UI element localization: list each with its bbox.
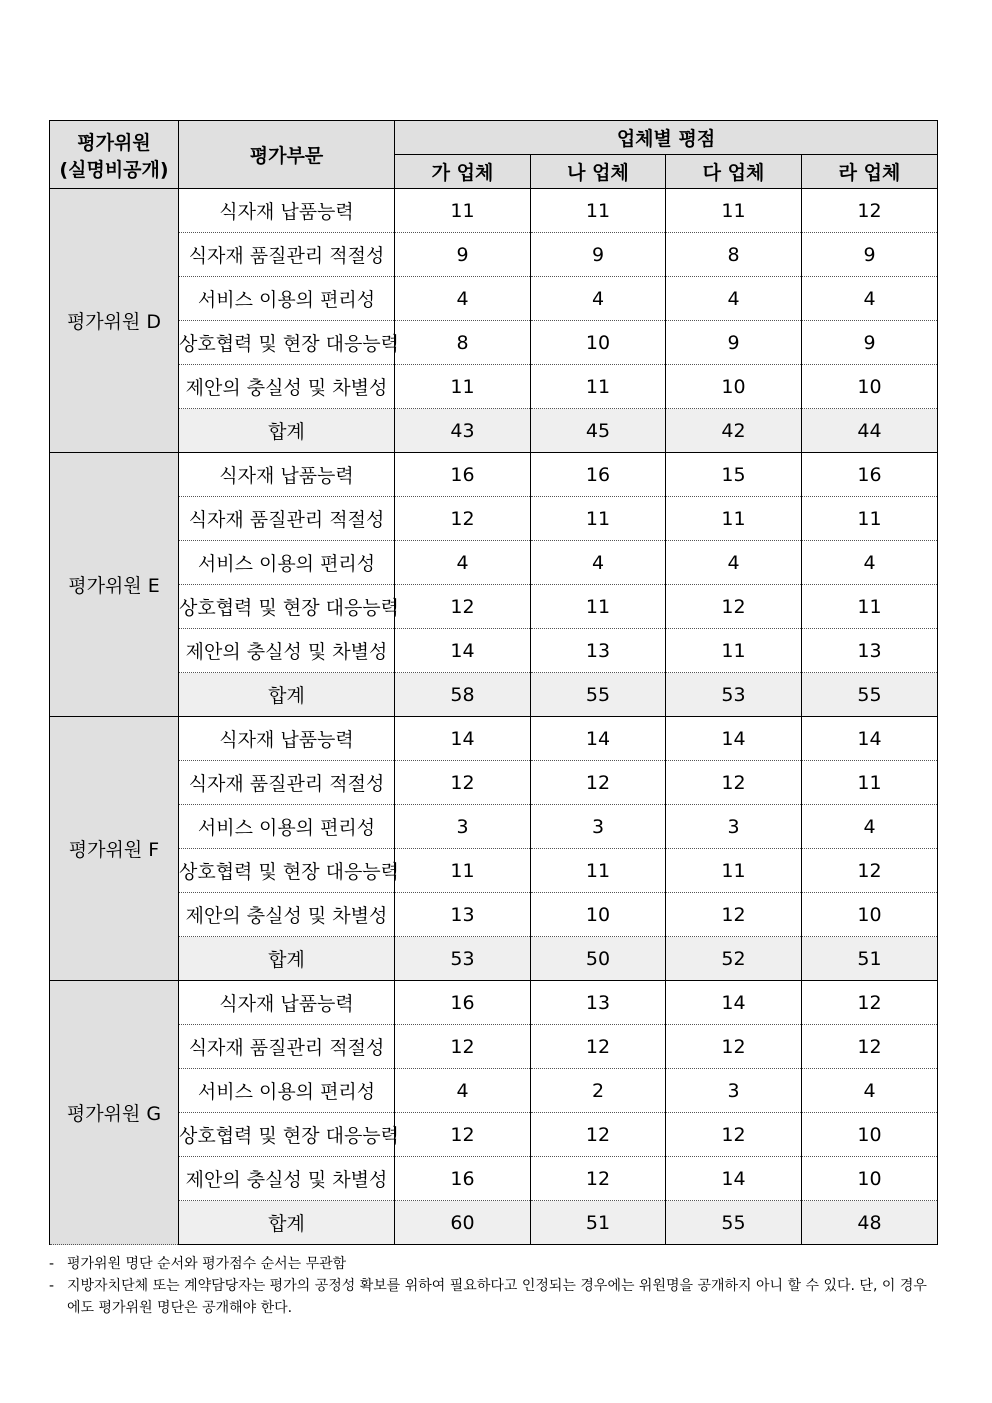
score-cell: 12 (802, 1025, 938, 1069)
table-row (50, 629, 938, 673)
evaluator-name: 평가위원 E (50, 453, 179, 717)
table-row (50, 585, 938, 629)
evaluator-column-header (50, 121, 179, 189)
table-row (50, 233, 938, 277)
score-cell: 16 (395, 981, 531, 1025)
score-cell: 11 (802, 497, 938, 541)
table-row (50, 277, 938, 321)
footnote-bullet: - (49, 1278, 55, 1294)
score-cell: 4 (802, 1069, 938, 1113)
score-cell: 16 (531, 453, 666, 497)
score-cell: 4 (395, 1069, 531, 1113)
total-cell: 52 (666, 937, 802, 981)
category-cell: 서비스 이용의 편리성 (179, 541, 395, 585)
category-cell: 제안의 충실성 및 차별성 (179, 893, 395, 937)
total-cell: 42 (666, 409, 802, 453)
total-cell: 58 (395, 673, 531, 717)
score-cell: 12 (395, 761, 531, 805)
score-cell: 12 (802, 189, 938, 233)
category-cell: 상호협력 및 현장 대응능력 (179, 321, 395, 365)
score-cell: 13 (395, 893, 531, 937)
score-cell: 4 (395, 277, 531, 321)
category-cell: 식자재 납품능력 (179, 717, 395, 761)
category-cell: 식자재 납품능력 (179, 189, 395, 233)
score-cell: 4 (802, 805, 938, 849)
score-cell: 11 (395, 849, 531, 893)
table-row (50, 321, 938, 365)
score-cell: 10 (802, 365, 938, 409)
score-cell: 12 (666, 1113, 802, 1157)
score-cell: 16 (802, 453, 938, 497)
score-cell: 11 (531, 497, 666, 541)
table-row (50, 453, 938, 497)
total-cell: 50 (531, 937, 666, 981)
footnotes (49, 1253, 937, 1319)
score-cell: 12 (666, 893, 802, 937)
score-cell: 12 (531, 761, 666, 805)
score-cell: 9 (395, 233, 531, 277)
score-cell: 9 (531, 233, 666, 277)
score-cell: 13 (802, 629, 938, 673)
category-cell: 서비스 이용의 편리성 (179, 1069, 395, 1113)
score-cell: 4 (666, 541, 802, 585)
score-cell: 12 (802, 849, 938, 893)
total-label: 합계 (179, 673, 395, 717)
category-cell: 제안의 충실성 및 차별성 (179, 629, 395, 673)
evaluator-header-line1: 평가위원 (77, 131, 151, 154)
score-cell: 9 (802, 321, 938, 365)
score-cell: 12 (395, 585, 531, 629)
score-cell: 4 (531, 277, 666, 321)
table-row (50, 1069, 938, 1113)
score-cell: 11 (531, 189, 666, 233)
total-cell: 55 (531, 673, 666, 717)
company-header: 가 업체 (395, 155, 531, 189)
score-cell: 4 (802, 277, 938, 321)
score-cell: 10 (531, 321, 666, 365)
total-cell: 53 (395, 937, 531, 981)
table-row (50, 849, 938, 893)
category-cell: 상호협력 및 현장 대응능력 (179, 849, 395, 893)
category-cell: 식자재 납품능력 (179, 981, 395, 1025)
total-cell: 53 (666, 673, 802, 717)
total-cell: 45 (531, 409, 666, 453)
score-table (49, 120, 938, 1245)
category-cell: 식자재 품질관리 적절성 (179, 233, 395, 277)
category-cell: 식자재 품질관리 적절성 (179, 1025, 395, 1069)
score-cell: 12 (666, 761, 802, 805)
score-cell: 3 (666, 1069, 802, 1113)
footnote-text: 지방자치단체 또는 계약담당자는 평가의 공정성 확보를 위하여 필요하다고 인정되는 경우에는 위원명을 공개하지 아니 할 수 있다. 단, 이 경우에도 평가위원 명단은 공개해야 한다. (67, 1278, 927, 1316)
score-cell: 2 (531, 1069, 666, 1113)
total-cell: 44 (802, 409, 938, 453)
score-cell: 11 (531, 849, 666, 893)
score-group-header: 업체별 평점 (395, 121, 938, 155)
score-cell: 11 (666, 189, 802, 233)
score-cell: 14 (531, 717, 666, 761)
score-cell: 16 (395, 1157, 531, 1201)
footnote (49, 1275, 937, 1319)
category-cell: 서비스 이용의 편리성 (179, 277, 395, 321)
score-cell: 12 (395, 1113, 531, 1157)
score-cell: 13 (531, 629, 666, 673)
score-cell: 9 (666, 321, 802, 365)
score-cell: 8 (666, 233, 802, 277)
score-cell: 11 (395, 189, 531, 233)
total-cell: 48 (802, 1201, 938, 1245)
score-cell: 12 (531, 1025, 666, 1069)
evaluator-name: 평가위원 F (50, 717, 179, 981)
category-cell: 제안의 충실성 및 차별성 (179, 1157, 395, 1201)
score-cell: 14 (666, 1157, 802, 1201)
score-cell: 12 (666, 1025, 802, 1069)
company-header: 나 업체 (531, 155, 666, 189)
score-cell: 14 (666, 981, 802, 1025)
score-cell: 10 (666, 365, 802, 409)
score-cell: 11 (666, 497, 802, 541)
score-cell: 4 (802, 541, 938, 585)
score-cell: 11 (666, 629, 802, 673)
category-column-header: 평가부문 (179, 121, 395, 189)
table-row (50, 893, 938, 937)
score-cell: 14 (802, 717, 938, 761)
score-cell: 14 (395, 717, 531, 761)
category-cell: 식자재 납품능력 (179, 453, 395, 497)
score-cell: 11 (531, 365, 666, 409)
table-row (50, 189, 938, 233)
score-cell: 10 (802, 893, 938, 937)
total-cell: 60 (395, 1201, 531, 1245)
score-cell: 11 (395, 365, 531, 409)
table-row (50, 497, 938, 541)
table-row (50, 541, 938, 585)
total-cell: 43 (395, 409, 531, 453)
score-cell: 14 (395, 629, 531, 673)
table-header (50, 121, 938, 189)
table-row (50, 1113, 938, 1157)
score-cell: 4 (395, 541, 531, 585)
footnote (49, 1253, 937, 1275)
score-cell: 12 (395, 497, 531, 541)
table-body (50, 189, 938, 1245)
score-cell: 11 (802, 761, 938, 805)
score-cell: 16 (395, 453, 531, 497)
score-cell: 11 (802, 585, 938, 629)
evaluator-name: 평가위원 D (50, 189, 179, 453)
score-cell: 12 (531, 1157, 666, 1201)
total-label: 합계 (179, 409, 395, 453)
score-cell: 3 (395, 805, 531, 849)
score-cell: 14 (666, 717, 802, 761)
score-cell: 12 (802, 981, 938, 1025)
evaluator-name: 평가위원 G (50, 981, 179, 1245)
score-cell: 4 (531, 541, 666, 585)
score-cell: 12 (666, 585, 802, 629)
footnote-text: 평가위원 명단 순서와 평가점수 순서는 무관함 (67, 1256, 347, 1272)
table-row (50, 365, 938, 409)
score-cell: 4 (666, 277, 802, 321)
category-cell: 상호협력 및 현장 대응능력 (179, 1113, 395, 1157)
table-row (50, 761, 938, 805)
category-cell: 서비스 이용의 편리성 (179, 805, 395, 849)
category-cell: 식자재 품질관리 적절성 (179, 761, 395, 805)
score-cell: 3 (531, 805, 666, 849)
score-cell: 15 (666, 453, 802, 497)
score-cell: 8 (395, 321, 531, 365)
total-cell: 51 (531, 1201, 666, 1245)
total-cell: 51 (802, 937, 938, 981)
score-cell: 12 (395, 1025, 531, 1069)
table-row (50, 805, 938, 849)
total-cell: 55 (666, 1201, 802, 1245)
total-row (50, 937, 938, 981)
total-label: 합계 (179, 1201, 395, 1245)
company-header: 다 업체 (666, 155, 802, 189)
total-row (50, 673, 938, 717)
total-cell: 55 (802, 673, 938, 717)
category-cell: 식자재 품질관리 적절성 (179, 497, 395, 541)
score-cell: 10 (531, 893, 666, 937)
score-cell: 10 (802, 1113, 938, 1157)
score-cell: 12 (531, 1113, 666, 1157)
company-header: 라 업체 (802, 155, 938, 189)
table-row (50, 1157, 938, 1201)
category-cell: 제안의 충실성 및 차별성 (179, 365, 395, 409)
total-row (50, 1201, 938, 1245)
total-label: 합계 (179, 937, 395, 981)
table-row (50, 981, 938, 1025)
score-cell: 11 (666, 849, 802, 893)
category-cell: 상호협력 및 현장 대응능력 (179, 585, 395, 629)
total-row (50, 409, 938, 453)
score-cell: 11 (531, 585, 666, 629)
footnote-bullet: - (49, 1256, 55, 1272)
table-row (50, 717, 938, 761)
score-cell: 13 (531, 981, 666, 1025)
score-cell: 9 (802, 233, 938, 277)
score-cell: 3 (666, 805, 802, 849)
evaluator-header-line2: (실명비공개) (59, 158, 169, 181)
table-row (50, 1025, 938, 1069)
score-cell: 10 (802, 1157, 938, 1201)
